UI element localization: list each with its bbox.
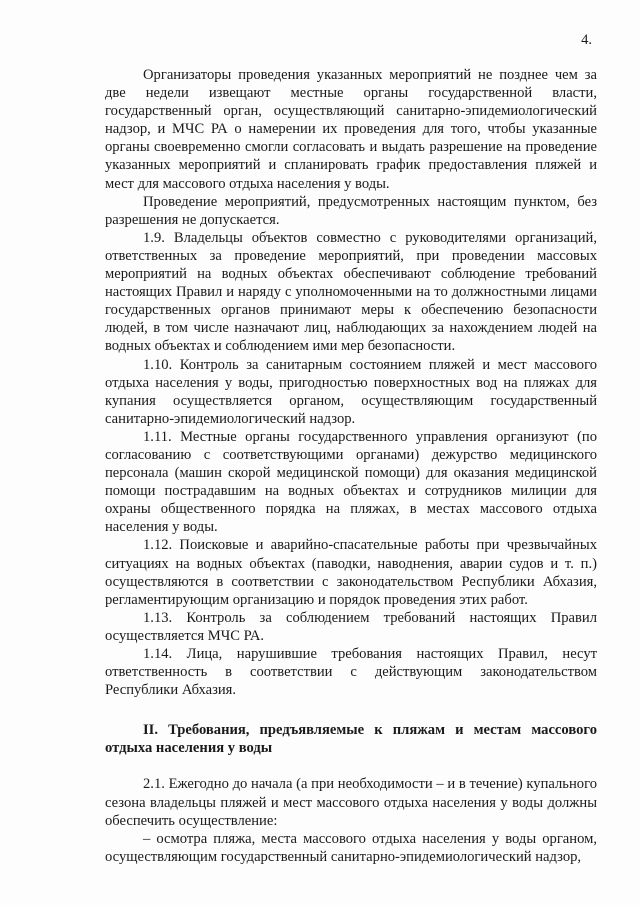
paragraph-organizers-notice: Организаторы проведения указанных мероприятий не позднее чем за две недели извещают местные органы государственной власти, государственный орган, осуществляющий санитарно-эпидемиологический надзор, и МЧС РА о намерении их проведения для того, чтобы указанные органы своевременно смогли согласовать и выдать разрешение на проведение указанных мероприятий и спланировать график предоставления пляжей и мест для массового отдыха населения у воды. [105,67,597,192]
paragraph-1-14: 1.14. Лица, нарушившие требования настоящих Правил, несут ответственность в соответствии с действующим законодательством Республики Абхазия. [105,646,597,699]
paragraph-permission-required: Проведение мероприятий, предусмотренных настоящим пунктом, без разрешения не допускается. [105,193,597,228]
document-body [105,66,597,866]
paragraph-1-13: 1.13. Контроль за соблюдением требований настоящих Правил осуществляется МЧС РА. [105,609,597,644]
page-number: 4. [581,32,592,48]
paragraph-1-10: 1.10. Контроль за санитарным состоянием пляжей и мест массового отдыха населения у воды, пригодностью поверхностных вод на пляжах для купания осуществляется органом, осуществляющим государственный санитарно-эпидемиологический надзор. [105,356,597,427]
paragraph-1-12: 1.12. Поисковые и аварийно-спасательные работы при чрезвычайных ситуациях на водных объектах (паводки, наводнения, аварии судов и т. п.) осуществляются в соответствии с законодательством Республики Абхазия, регламентирующим организацию и порядок проведения этих работ. [105,537,597,608]
paragraph-1-9: 1.9. Владельцы объектов совместно с руководителями организаций, ответственных за проведение мероприятий, при проведении массовых мероприятий на водных объектах обеспечивают соблюдение требований настоящих Правил и наряду с уполномоченными на то должностными лицами государственных органов принимают меры к обеспечению безопасности людей, в том числе назначают лиц, наблюдающих за нахождением людей на водных объектах и соблюдением ими мер безопасности. [105,229,597,355]
paragraph-beach-inspection: – осмотра пляжа, места массового отдыха населения у воды органом, осуществляющим государственный санитарно-эпидемиологический надзор, [105,830,597,865]
paragraph-1-11: 1.11. Местные органы государственного управления организуют (по согласованию с соответствующими органами) дежурство медицинского персонала (машин скорой медицинской помощи) для оказания медицинской помощи пострадавшим на водных объектах и сотрудников милиции для охраны общественного порядка на пляжах, в местах массового отдыха населения у воды. [105,428,597,536]
paragraph-2-1: 2.1. Ежегодно до начала (а при необходимости – и в течение) купального сезона владельцы пляжей и мест массового отдыха населения у воды должны обеспечить осуществление: [105,776,597,829]
section-heading: II. Требования, предъявляемые к пляжам и местам массового отдыха населения у воды [105,722,597,757]
